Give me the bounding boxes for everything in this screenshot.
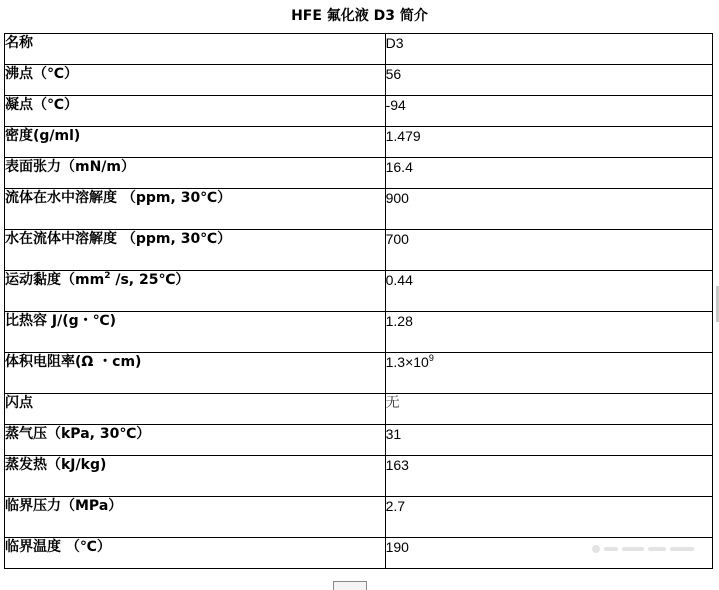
property-value: 56 xyxy=(385,65,712,96)
property-value: -94 xyxy=(385,96,712,127)
property-value: 163 xyxy=(385,456,712,497)
property-label: 水在流体中溶解度 （ppm, 30℃） xyxy=(5,230,386,271)
table-row xyxy=(5,230,713,271)
label-text: 运动黏度（mm xyxy=(5,272,105,288)
property-value: 900 xyxy=(385,189,712,230)
page-title: HFE 氟化液 D3 简介 xyxy=(291,8,428,24)
property-label: 表面张力（mN/m） xyxy=(5,158,386,189)
property-value xyxy=(385,353,712,394)
property-label: 名称 xyxy=(5,34,386,65)
property-value: 0.44 xyxy=(385,271,712,312)
property-value: 2.7 xyxy=(385,497,712,538)
property-label: 临界温度 （℃） xyxy=(5,538,386,569)
property-label: 蒸发热（kJ/kg) xyxy=(5,456,386,497)
property-value: 1.28 xyxy=(385,312,712,353)
watermark-logo xyxy=(590,542,700,556)
superscript: 2 xyxy=(104,271,111,281)
property-value: 16.4 xyxy=(385,158,712,189)
property-label: 蒸气压（kPa, 30℃） xyxy=(5,425,386,456)
table-row xyxy=(5,497,713,538)
property-value: 190 xyxy=(385,538,712,569)
property-label: 闪点 xyxy=(5,394,386,425)
table-row xyxy=(5,96,713,127)
table-row xyxy=(5,394,713,425)
table-row xyxy=(5,65,713,96)
spec-table xyxy=(4,33,713,569)
table-row xyxy=(5,189,713,230)
property-value: 31 xyxy=(385,425,712,456)
table-row xyxy=(5,127,713,158)
table-row xyxy=(5,425,713,456)
property-label: 凝点（℃） xyxy=(5,96,386,127)
table-row xyxy=(5,456,713,497)
table-row xyxy=(5,312,713,353)
table-row xyxy=(5,271,713,312)
property-label: 体积电阻率(Ω ・cm) xyxy=(5,353,386,394)
value-text: 1.3×10 xyxy=(385,354,429,370)
table-row xyxy=(5,158,713,189)
page-tab-handle[interactable] xyxy=(333,581,367,590)
table-row xyxy=(5,34,713,65)
property-value: 700 xyxy=(385,230,712,271)
property-label: 比热容 J/(g・℃) xyxy=(5,312,386,353)
property-label: 流体在水中溶解度 （ppm, 30℃） xyxy=(5,189,386,230)
property-value: 无 xyxy=(385,394,712,425)
superscript: 9 xyxy=(428,353,434,363)
label-text: /s, 25℃） xyxy=(110,272,190,288)
property-label: 密度(g/ml) xyxy=(5,127,386,158)
property-value: D3 xyxy=(385,34,712,65)
property-value: 1.479 xyxy=(385,127,712,158)
property-label: 临界压力（MPa） xyxy=(5,497,386,538)
table-row xyxy=(5,353,713,394)
property-label: 沸点（℃） xyxy=(5,65,386,96)
property-label xyxy=(5,271,386,312)
